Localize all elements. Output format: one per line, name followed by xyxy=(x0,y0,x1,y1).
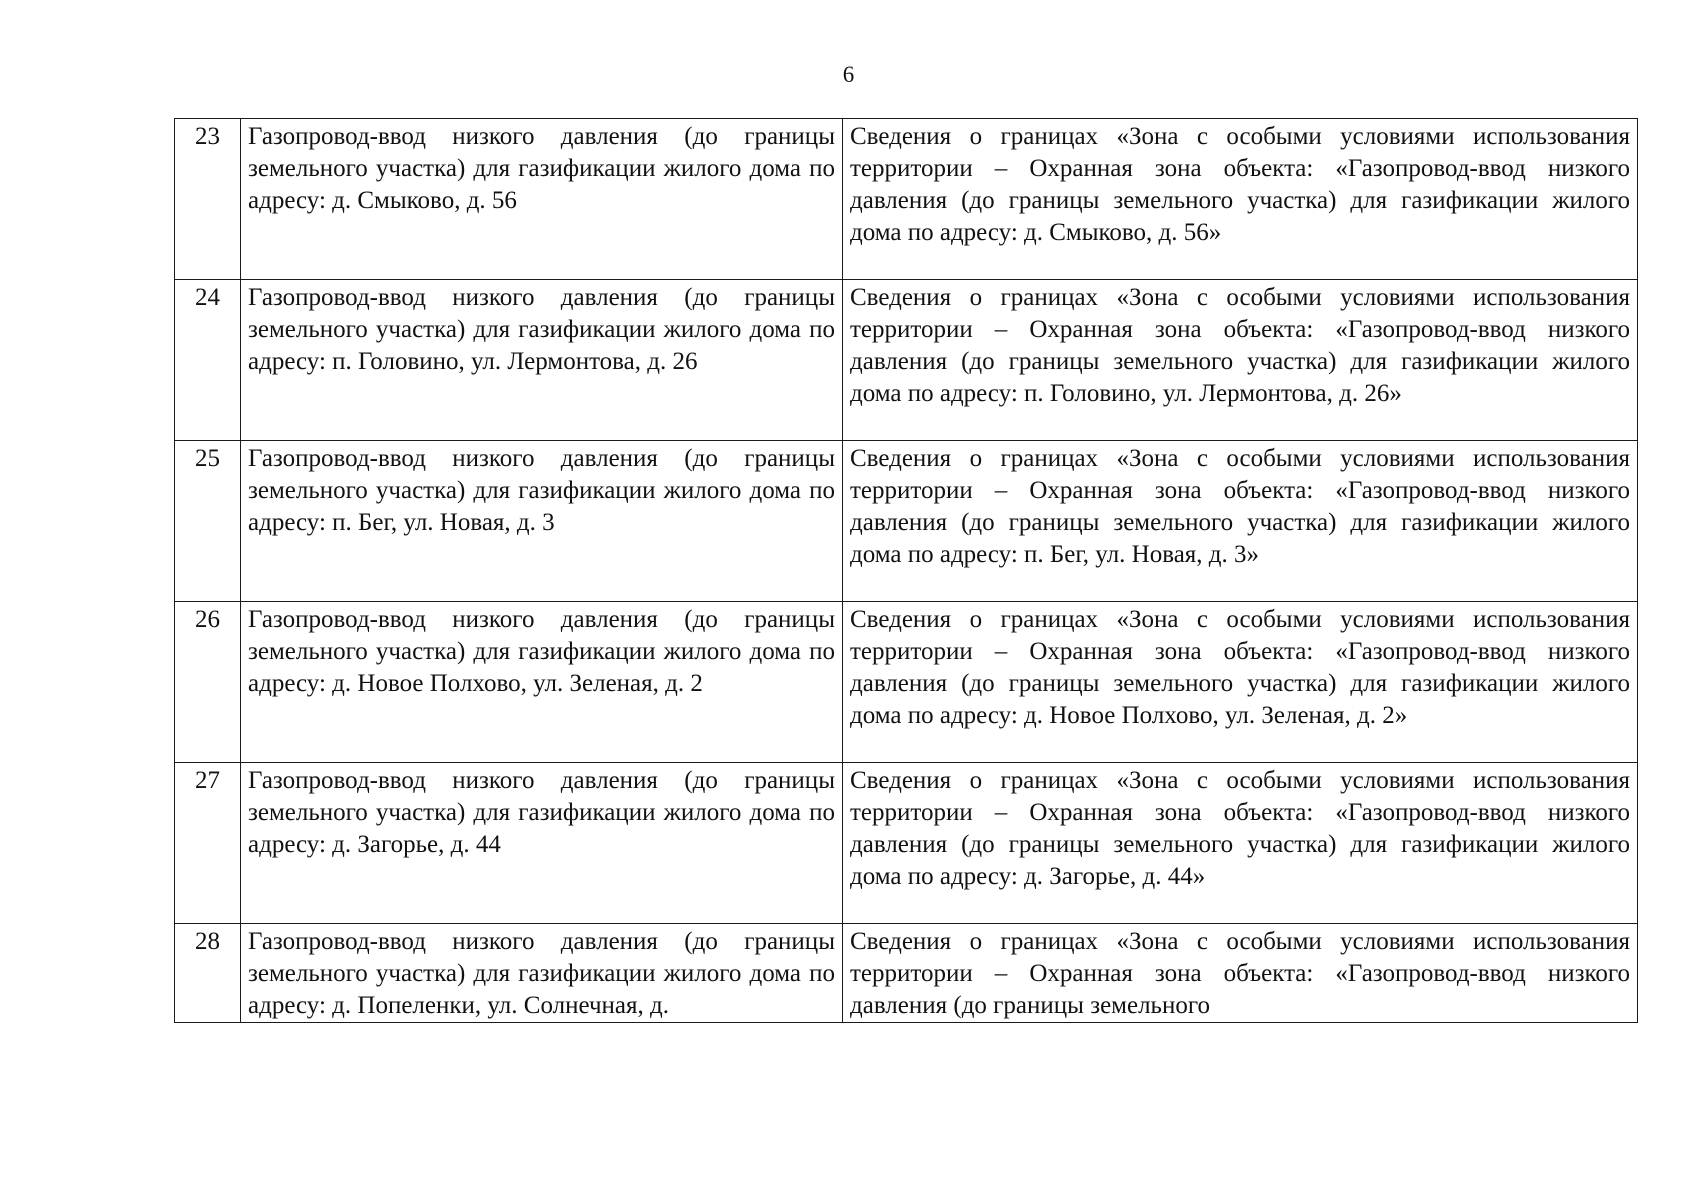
row-number xyxy=(175,924,241,1023)
row-number: 25 xyxy=(175,441,241,602)
zone-info: Сведения о границах «Зона с особыми условиями использования территории – Охранная зона объекта: «Газопровод-ввод низкого давления (до границы земельного участка) для газификации жилого дома по адресу: д. Смыково, д. 56» xyxy=(843,119,1638,280)
page-number: 6 xyxy=(842,62,855,87)
object-description: Газопровод-ввод низкого давления (до границы земельного участка) для газификации жилого дома по адресу: д. Смыково, д. 56 xyxy=(241,119,843,280)
table-row xyxy=(175,924,1638,1023)
object-description: Газопровод-ввод низкого давления (до границы земельного участка) для газификации жилого дома по адресу: п. Бег, ул. Новая, д. 3 xyxy=(241,441,843,602)
zones-table xyxy=(174,118,1638,1023)
row-number: 26 xyxy=(175,602,241,763)
table-row xyxy=(175,441,1638,602)
object-description xyxy=(241,924,843,1023)
table-row xyxy=(175,119,1638,280)
zone-info: Сведения о границах «Зона с особыми условиями использования территории – Охранная зона объекта: «Газопровод-ввод низкого давления (до границы земельного участка) для газификации жилого дома по адресу: п. Бег, ул. Новая, д. 3» xyxy=(843,441,1638,602)
zone-info: Сведения о границах «Зона с особыми условиями использования территории – Охранная зона объекта: «Газопровод-ввод низкого давления (до границы земельного участка) для газификации жилого дома по адресу: д. Новое Полхово, ул. Зеленая, д. 2» xyxy=(843,602,1638,763)
row-number: 27 xyxy=(175,763,241,924)
table-row xyxy=(175,602,1638,763)
zone-info: Сведения о границах «Зона с особыми условиями использования территории – Охранная зона объекта: «Газопровод-ввод низкого давления (до границы земельного участка) для газификации жилого дома по адресу: п. Головино, ул. Лермонтова, д. 26» xyxy=(843,280,1638,441)
row-number-text: 28 xyxy=(195,928,220,955)
table-row xyxy=(175,763,1638,924)
object-description: Газопровод-ввод низкого давления (до границы земельного участка) для газификации жилого дома по адресу: д. Новое Полхово, ул. Зеленая, д. 2 xyxy=(241,602,843,763)
row-number: 24 xyxy=(175,280,241,441)
zone-info-text: Сведения о границах «Зона с особыми условиями использования территории – Охранная зона объекта: «Газопровод-ввод низкого давления (до границы земельного xyxy=(850,928,1630,1019)
table-row xyxy=(175,280,1638,441)
row-number: 23 xyxy=(175,119,241,280)
object-description: Газопровод-ввод низкого давления (до границы земельного участка) для газификации жилого дома по адресу: д. Загорье, д. 44 xyxy=(241,763,843,924)
zone-info xyxy=(843,924,1638,1023)
object-description: Газопровод-ввод низкого давления (до границы земельного участка) для газификации жилого дома по адресу: п. Головино, ул. Лермонтова, д. 26 xyxy=(241,280,843,441)
object-description-text: Газопровод-ввод низкого давления (до границы земельного участка) для газификации жилого дома по адресу: д. Попеленки, ул. Солнечная, д. xyxy=(248,928,835,1019)
zone-info: Сведения о границах «Зона с особыми условиями использования территории – Охранная зона объекта: «Газопровод-ввод низкого давления (до границы земельного участка) для газификации жилого дома по адресу: д. Загорье, д. 44» xyxy=(843,763,1638,924)
